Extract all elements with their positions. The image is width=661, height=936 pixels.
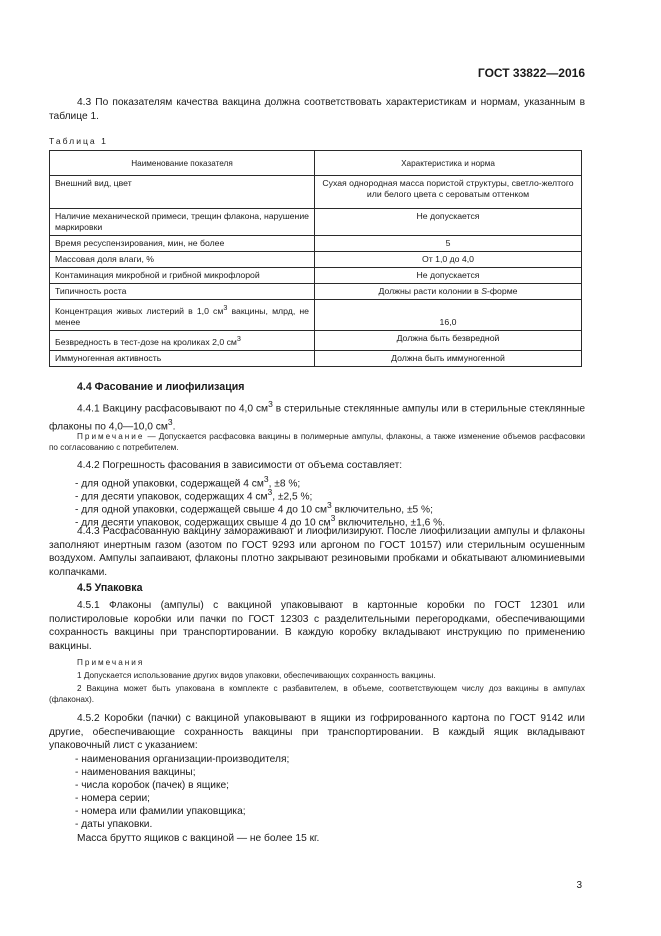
section-heading-4-5: 4.5 Упаковка [77,582,143,594]
table-cell-value: 5 [315,236,582,252]
note-4-4-1: Примечание — Допускается расфасовка вакцины в полимерные ампулы, флаконы, а также изменение объемов расфасовки по согласованию с потребителем. [49,432,585,452]
table-cell-value: Не допускается [315,209,582,236]
label-list-item: - номера серии; [75,793,150,804]
label-list-item: - числа коробок (пачек) в ящике; [75,780,230,791]
table-cell-name: Наличие механической примеси, трещин флакона, нарушение маркировки [50,209,315,236]
table-row [50,268,582,284]
table-row [50,176,582,209]
table-cell-name: Типичность роста [50,284,315,300]
paragraph-4-3: 4.3 По показателям качества вакцина должна соответствовать характеристикам и нормам, указанным в таблице 1. [49,97,585,122]
label-list-item: - наименования вакцины; [75,767,196,778]
table-row [50,300,582,331]
table-cell-name: Безвредность в тест-дозе на кроликах 2,0 $см^3$ [50,330,315,350]
table-cell-value: Не допускается [315,268,582,284]
table-row [50,330,582,350]
label-list-item: - наименования организации-производителя; [75,754,290,765]
paragraph-4-4-1: 4.4.1 Вакцину расфасовывают по 4,0 $см^3$ в стерильные стеклянные ампулы или в стерильные стеклянные флаконы по 4,0—10,0 $см^3$. [49,399,585,433]
tolerance-item: - для одной упаковки, содержащей 4 $см^3$, ±8 %; [75,474,301,490]
paragraph-4-4-3: 4.4.3 Расфасованную вакцину замораживают и лиофилизируют. После лиофилизации ампулы и флаконы заполняют инертным газом (азотом по ГОСТ 9293 или аргоном по ГОСТ 10157) или стерильным осушенным воздухом. Ампулы запаивают, флаконы плотно закрывают резиновыми пробками и обкатывают алюминиевыми колпачками. [49,526,585,578]
table-cell-name: Внешний вид, цвет [50,176,315,209]
page-number: 3 [576,880,582,891]
table-cell-value: Сухая однородная масса пористой структуры, светло-желтого или белого цвета с сероватым оттенком [315,176,582,209]
label-list-item: - даты упаковки. [75,819,153,830]
table-column-header: Наименование показателя [50,151,315,176]
characteristics-table [49,150,582,367]
label-list-item: - номера или фамилии упаковщика; [75,806,246,817]
table-row [50,350,582,366]
note-2: 2 Вакцина может быть упакована в комплекте с разбавителем, в объеме, соответствующем числу доз вакцины в ампулах (флаконах). [49,684,585,704]
table-row [50,236,582,252]
paragraph-4-4-2: 4.4.2 Погрешность фасования в зависимости от объема составляет: [77,460,403,471]
document-code: ГОСТ 33822—2016 [477,66,585,80]
note-1: 1 Допускается использование других видов упаковки, обеспечивающих сохранность вакцины. [77,671,436,680]
table-cell-name: Концентрация живых листерий в 1,0 $см^3$ вакцины, млрд, не менее [50,300,315,331]
notes-label: Примечания [77,658,145,667]
table-caption: Таблица 1 [49,136,108,146]
table-cell-value: Должны расти колонии в S-форме [315,284,582,300]
section-heading-4-4: 4.4 Фасование и лиофилизация [77,381,245,393]
table-cell-value: Должна быть иммуногенной [315,350,582,366]
table-row [50,252,582,268]
tolerance-item: - для десяти упаковок, содержащих 4 $см^3$, ±2,5 %; [75,487,313,503]
paragraph-4-5-1: 4.5.1 Флаконы (ампулы) с вакциной упаковывают в картонные коробки по ГОСТ 12301 или полистироловые коробки или пачки по ГОСТ 12303 с разделительными перегородками, обеспечивающими сохранность вакцины при транспортировании. В каждую коробку вкладывают инструкцию по применению вакцины. [49,600,585,652]
table-column-header: Характеристика и норма [315,151,582,176]
tolerance-item: - для одной упаковки, содержащей свыше 4 до 10 $см^3$ включительно, ±5 %; [75,500,433,516]
table-cell-value: От 1,0 до 4,0 [315,252,582,268]
paragraph-4-5-2: 4.5.2 Коробки (пачки) с вакциной упаковывают в ящики из гофрированного картона по ГОСТ 9142 или другие, обеспечивающие сохранность вакцины при транспортировании. В каждый ящик вкладывают упаковочный лист с указанием: [49,713,585,752]
mass-statement: Масса брутто ящиков с вакциной — не более 15 кг. [77,833,320,844]
table-header-row [50,151,582,176]
table-cell-name: Массовая доля влаги, % [50,252,315,268]
table-cell-name: Контаминация микробной и грибной микрофлорой [50,268,315,284]
table-cell-name: Время ресуспензирования, мин, не более [50,236,315,252]
table-row [50,284,582,300]
tolerance-item: - для десяти упаковок, содержащих свыше 4 до 10 $см^3$ включительно, ±1,6 %. [75,513,446,529]
table-cell-name: Иммуногенная активность [50,350,315,366]
table-cell-value: 16,0 [315,300,582,331]
table-row [50,209,582,236]
table-cell-value: Должна быть безвредной [315,330,582,350]
